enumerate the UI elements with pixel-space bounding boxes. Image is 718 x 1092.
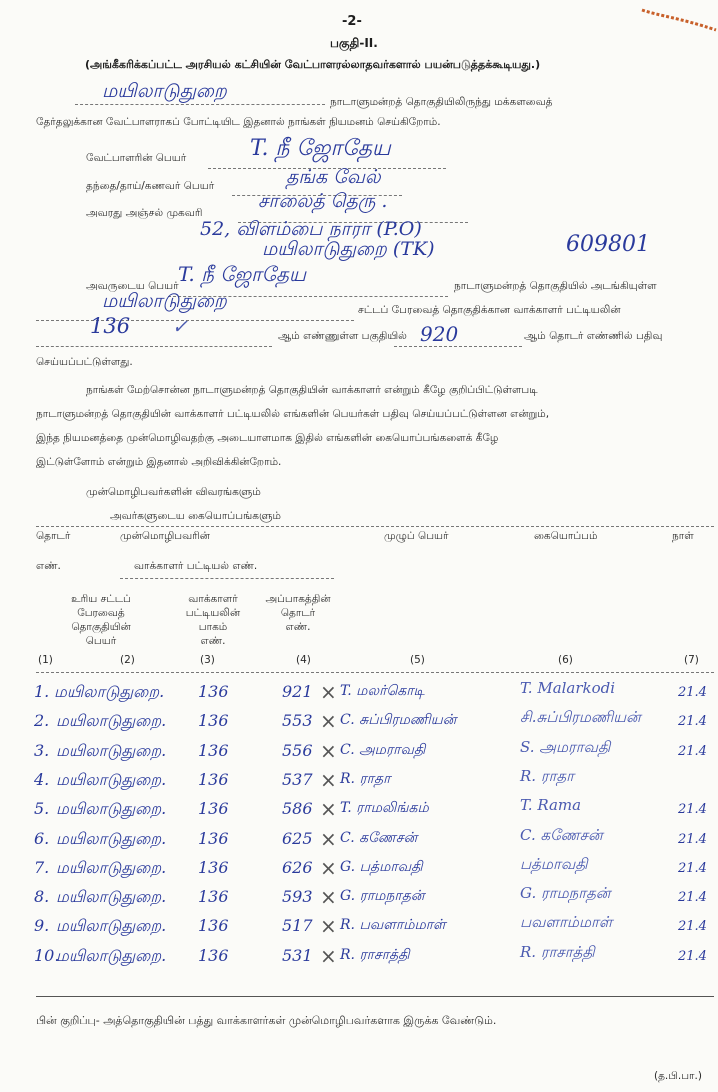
row-part-no: 136 — [198, 740, 229, 760]
header-roll-no: வாக்காளர் பட்டியல் எண். — [134, 560, 258, 572]
row-assembly: மயிலாடுதுறை. — [56, 711, 167, 731]
row-signature: சி.சுப்பிரமணியன் — [520, 708, 641, 727]
row-assembly: மயிலாடுதுறை. — [56, 887, 167, 907]
row-full-name: T. மலர்கொடி — [340, 683, 425, 699]
header-proposer: முன்மொழிபவரின் — [120, 530, 210, 542]
signatures-label: அவர்களுடைய கையொப்பங்களும் — [110, 510, 281, 522]
registered-text: செய்யப்பட்டுள்ளது. — [36, 356, 133, 368]
col-num-3: (3) — [200, 654, 215, 666]
row-serial: 626 — [282, 857, 313, 877]
para-line-1: நாங்கள் மேற்சொன்ன நாடாளுமன்றத் தொகுதியின் வாக்காளர் என்றும் கீழே குறிப்பிட்டுள்ளபடி — [86, 384, 538, 396]
row-part-no: 136 — [198, 682, 229, 701]
footer-rule — [36, 996, 714, 997]
row-part-no: 136 — [198, 916, 229, 936]
row-assembly: மயிலாடுதுறை. — [56, 828, 167, 848]
col-num-6: (6) — [558, 654, 573, 666]
header-serial: தொடர் — [36, 530, 71, 542]
intro-line1: நாடாளுமன்றத் தொகுதியிலிருந்து மக்களவைத் — [330, 96, 553, 108]
subheader-part: வாக்காளர் பட்டியலின் பாகம் எண். — [185, 593, 241, 647]
his-name-value: T. நீ ஜோதேய — [178, 262, 306, 286]
intro-line2: தேர்தலுக்கான வேட்பாளராகப் போட்டியிட இதனால் நாங்கள் நியமனம் செய்கிறோம். — [36, 116, 441, 128]
cross-mark-icon: × — [320, 855, 337, 880]
row-full-name: R. ராசாத்தி — [340, 946, 410, 963]
row-full-name: R. ராதா — [340, 770, 391, 787]
row-date: 21.4 — [678, 919, 707, 935]
row-part-no: 136 — [198, 799, 229, 819]
assembly-value: மயிலாடுதுறை — [102, 290, 227, 312]
header-full-name: முழுப் பெயர் — [384, 530, 449, 542]
row-serial: 517 — [282, 916, 313, 936]
row-assembly: மயிலாடுதுறை. — [56, 740, 167, 760]
pincode-value: 609801 — [566, 232, 650, 257]
row-assembly: மயிலாடுதுறை. — [56, 916, 167, 936]
row-signature: G. ராமநாதன் — [520, 884, 611, 903]
address-label: அவரது அஞ்சல் முகவரி — [86, 207, 203, 219]
cross-mark-icon: × — [320, 885, 337, 910]
cross-mark-icon: × — [320, 767, 337, 792]
his-name-label: அவருடைய பெயர் — [86, 280, 179, 292]
parent-name-value: தங்க வேல் — [286, 166, 381, 188]
row-number: 7. — [34, 857, 50, 877]
row-number: 1. — [34, 682, 50, 701]
col-num-1: (1) — [38, 654, 53, 666]
row-number: 5. — [34, 799, 50, 819]
part-no-value: 136 — [90, 314, 131, 338]
col-num-7: (7) — [684, 654, 699, 666]
row-signature: S. அமராவதி — [520, 737, 611, 756]
footer-note: பின் குறிப்பு- அத்தொகுதியின் பத்து வாக்காளர்கள் முன்மொழிபவர்களாக இருக்க வேண்டும். — [36, 1014, 497, 1027]
cross-mark-icon: × — [320, 709, 337, 734]
part-no-blank — [36, 346, 272, 347]
row-date: 21.4 — [678, 831, 707, 847]
cross-mark-icon: × — [320, 680, 337, 704]
roll-label: சட்டப் பேரவைத் தொகுதிக்கான வாக்காளர் பட்டியலின் — [358, 304, 621, 316]
para-line-3: இந்த நியமனத்தை முன்மொழிவதற்கு அடையாளமாக இதில் எங்களின் கையொப்பங்களைக் கீழே — [36, 432, 499, 444]
address-line-2: 52, விளம்பை நாரா (P.O) — [200, 218, 422, 240]
row-full-name: C. கணேசன் — [340, 829, 418, 846]
cross-mark-icon: × — [320, 826, 337, 851]
row-date: 21.4 — [678, 802, 707, 818]
para-line-2: நாடாளுமன்றத் தொகுதியின் வாக்காளர் பட்டியலில் எங்களின் பெயர்கள் பதிவு செய்யப்பட்டுள்ளன என்றும், — [36, 408, 550, 420]
assembly-blank — [36, 320, 354, 321]
header-date: நாள் — [672, 530, 694, 542]
row-part-no: 136 — [198, 769, 229, 789]
parent-name-label: தந்தை/தாய்/கணவர் பெயர் — [86, 180, 215, 192]
header-no: எண். — [36, 560, 61, 572]
row-serial: 625 — [282, 828, 313, 848]
row-assembly: மயிலாடுதுறை. — [56, 945, 167, 965]
row-serial: 593 — [282, 887, 313, 907]
row-date: 21.4 — [678, 685, 707, 700]
thread-decoration — [640, 6, 718, 32]
row-signature: பத்மாவதி — [520, 854, 588, 873]
table-header-rule — [36, 672, 714, 673]
row-assembly: மயிலாடுதுறை. — [56, 799, 167, 819]
table-top-rule — [36, 526, 714, 527]
row-number: 4. — [34, 769, 50, 789]
cross-mark-icon: × — [320, 914, 337, 939]
page-number: -2- — [342, 14, 362, 29]
row-assembly: மயிலாடுதுறை. — [54, 682, 165, 701]
row-serial: 537 — [282, 769, 313, 789]
part-no-tick: ✓ — [172, 316, 188, 338]
row-number: 6. — [34, 828, 50, 848]
row-date: 21.4 — [678, 743, 707, 759]
row-number: 2. — [34, 711, 50, 731]
row-serial: 553 — [282, 711, 313, 731]
row-signature: C. கணேசன் — [520, 825, 603, 844]
address-line-3: மயிலாடுதுறை (TK) — [262, 238, 435, 260]
row-date: 21.4 — [678, 890, 707, 906]
row-serial: 586 — [282, 799, 313, 819]
row-assembly: மயிலாடுதுறை. — [56, 857, 167, 877]
candidate-name-value: T. நீ ஜோதேய — [250, 136, 391, 161]
subheader-assembly: உரிய சட்டப் பேரவைத் தொகுதியின் பெயர் — [71, 593, 131, 647]
row-part-no: 136 — [198, 828, 229, 848]
row-date: 21.4 — [678, 714, 707, 730]
cross-mark-icon: × — [320, 943, 337, 968]
header-signature: கையொப்பம் — [534, 530, 598, 542]
row-part-no: 136 — [198, 857, 229, 877]
row-assembly: மயிலாடுதுறை. — [56, 769, 167, 789]
form-code: (த.பி.பா.) — [654, 1070, 702, 1082]
row-serial: 531 — [282, 945, 313, 965]
row-full-name: G. ராமநாதன் — [340, 888, 425, 905]
row-full-name: T. ராமலிங்கம் — [340, 800, 429, 817]
cross-mark-icon: × — [320, 738, 337, 763]
row-number: 9. — [34, 916, 50, 936]
row-full-name: R. பவளாம்மாள் — [340, 917, 446, 934]
row-signature: R. ராதா — [520, 766, 575, 785]
row-serial: 556 — [282, 740, 313, 760]
row-number: 3. — [34, 740, 50, 760]
col-num-2: (2) — [120, 654, 135, 666]
row-date: 21.4 — [678, 948, 707, 964]
part-no-label: ஆம் எண்ணுள்ள பகுதியில் — [278, 330, 407, 342]
row-part-no: 136 — [198, 887, 229, 907]
cross-mark-icon: × — [320, 797, 337, 822]
para-line-4: இட்டுள்ளோம் என்றும் இதனால் அறிவிக்கின்றோம். — [36, 456, 282, 468]
serial-value: 920 — [420, 322, 459, 346]
row-date: 21.4 — [678, 860, 707, 876]
address-line-1: சாலைத் தெரு . — [258, 190, 388, 212]
row-full-name: C. அமராவதி — [340, 741, 426, 758]
row-number: 10. — [34, 945, 60, 965]
constituency-value: மயிலாடுதுறை — [102, 80, 227, 102]
row-number: 8. — [34, 887, 50, 907]
part-heading: பகுதி-II. — [330, 36, 378, 50]
included-in-text: நாடாளுமன்றத் தொகுதியில் அடங்கியுள்ள — [454, 280, 657, 292]
row-part-no: 136 — [198, 945, 229, 965]
row-full-name: G. பத்மாவதி — [340, 858, 423, 875]
col-num-5: (5) — [410, 654, 425, 666]
row-signature: R. ராசாத்தி — [520, 942, 595, 961]
row-signature: T. Rama — [520, 796, 582, 815]
row-signature: பவளாம்மாள் — [520, 913, 613, 932]
row-full-name: C. சுப்பிரமணியன் — [340, 712, 457, 729]
col-num-4: (4) — [296, 654, 311, 666]
subheader-serial: அப்பாகத்தின் தொடர் எண். — [265, 593, 331, 633]
serial-blank — [394, 346, 522, 347]
details-label: முன்மொழிபவர்களின் விவரங்களும் — [86, 486, 261, 498]
candidate-name-label: வேட்பாளரின் பெயர் — [86, 152, 187, 164]
row-signature: T. Malarkodi — [520, 679, 616, 697]
form-subtitle: (அங்கீகரிக்கப்பட்ட அரசியல் கட்சியின் வேட்பாளரல்லாதவர்களால் பயன்படுத்தக்கூடியது.) — [85, 58, 541, 71]
roll-no-rule — [120, 578, 334, 579]
serial-label: ஆம் தொடர் எண்ணில் பதிவு — [524, 330, 663, 342]
row-serial: 921 — [282, 682, 313, 701]
row-part-no: 136 — [198, 711, 229, 731]
